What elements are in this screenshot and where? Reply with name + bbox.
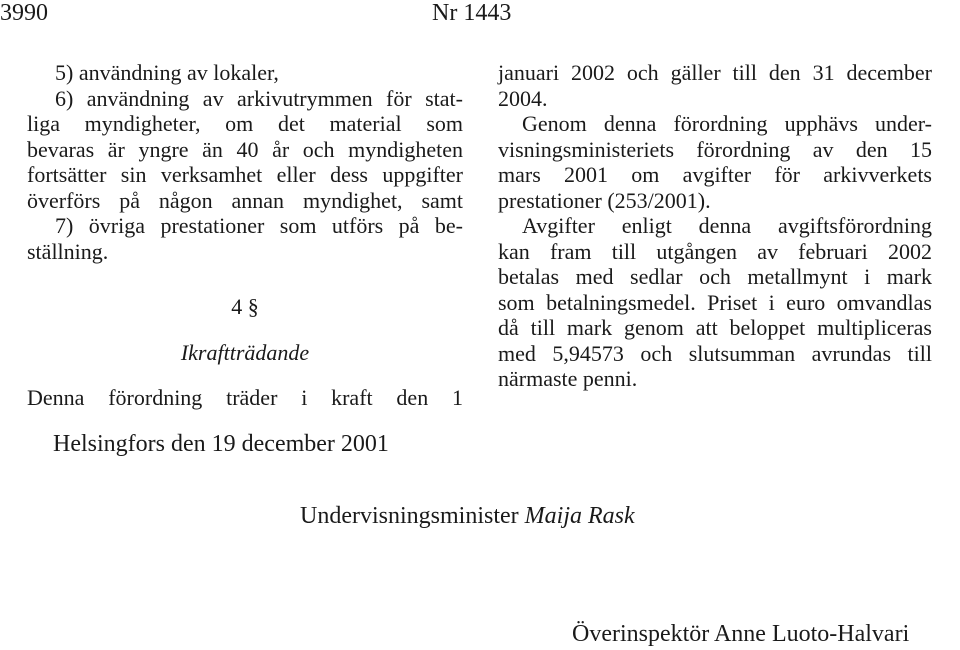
heading-spacer: [27, 320, 463, 340]
fees-paragraph-line: betalas med sedlar och metallmynt i mark: [498, 264, 932, 289]
issue-number: Nr 1443: [432, 0, 512, 26]
list-item-6-line: fortsätter sin verksamhet eller dess uppgifter: [27, 162, 463, 187]
minister-title: Undervisningsminister: [300, 503, 519, 529]
repeal-paragraph-line: prestationer (253/2001).: [498, 187, 711, 213]
heading-spacer: [27, 365, 463, 385]
repeal-paragraph-line: Genom denna förordning upphävs under-: [522, 111, 932, 136]
right-column: [498, 60, 932, 392]
fees-paragraph-line: som betalningsmedel. Priset i euro omvandlas: [498, 289, 932, 315]
place-date-line: Helsingfors den 19 december 2001: [53, 431, 389, 457]
fees-paragraph-line: kan fram till utgången av februari 2002: [498, 238, 932, 264]
repeal-paragraph-line: visningsministeriets förordning av den 15: [498, 136, 932, 162]
list-item-5: 5) användning av lokaler,: [55, 60, 279, 85]
fees-paragraph-line: med 5,94573 och slutsumman avrundas till: [498, 340, 932, 366]
inspector-signature: Överinspektör Anne Luoto-Halvari: [572, 621, 910, 647]
list-item-7-line: ställning.: [27, 238, 109, 264]
list-item-6-line: 6) användning av arkivutrymmen för stat-: [55, 85, 463, 111]
section-number: 4 §: [231, 294, 259, 319]
repeal-paragraph-line: mars 2001 om avgifter för arkivverkets: [498, 162, 932, 187]
list-item-6-line: liga myndigheter, om det material som: [27, 111, 463, 136]
list-item-6-line: överförs på någon annan myndighet, samt: [27, 187, 463, 213]
minister-name: Maija Rask: [524, 503, 635, 529]
page-number: 3990: [0, 0, 48, 26]
section-text-line: Denna förordning träder i kraft den 1: [27, 385, 463, 410]
fees-paragraph-line: då till mark genom att beloppet multipliceras: [498, 315, 932, 340]
list-item-6-line: bevaras är yngre än 40 år och myndigheten: [27, 136, 463, 162]
list-item-7-line: 7) övriga prestationer som utförs på be-: [55, 213, 463, 238]
section-heading: Ikraftträdande: [180, 339, 310, 365]
section-spacer: [27, 264, 463, 294]
continuation-line: 2004.: [498, 85, 548, 111]
minister-signature: [300, 502, 635, 530]
continuation-line: januari 2002 och gäller till den 31 december: [498, 60, 932, 85]
fees-paragraph-line: Avgifter enligt denna avgiftsförordning: [522, 213, 932, 238]
fees-paragraph-line: närmaste penni.: [498, 366, 638, 391]
left-column: [27, 60, 463, 411]
